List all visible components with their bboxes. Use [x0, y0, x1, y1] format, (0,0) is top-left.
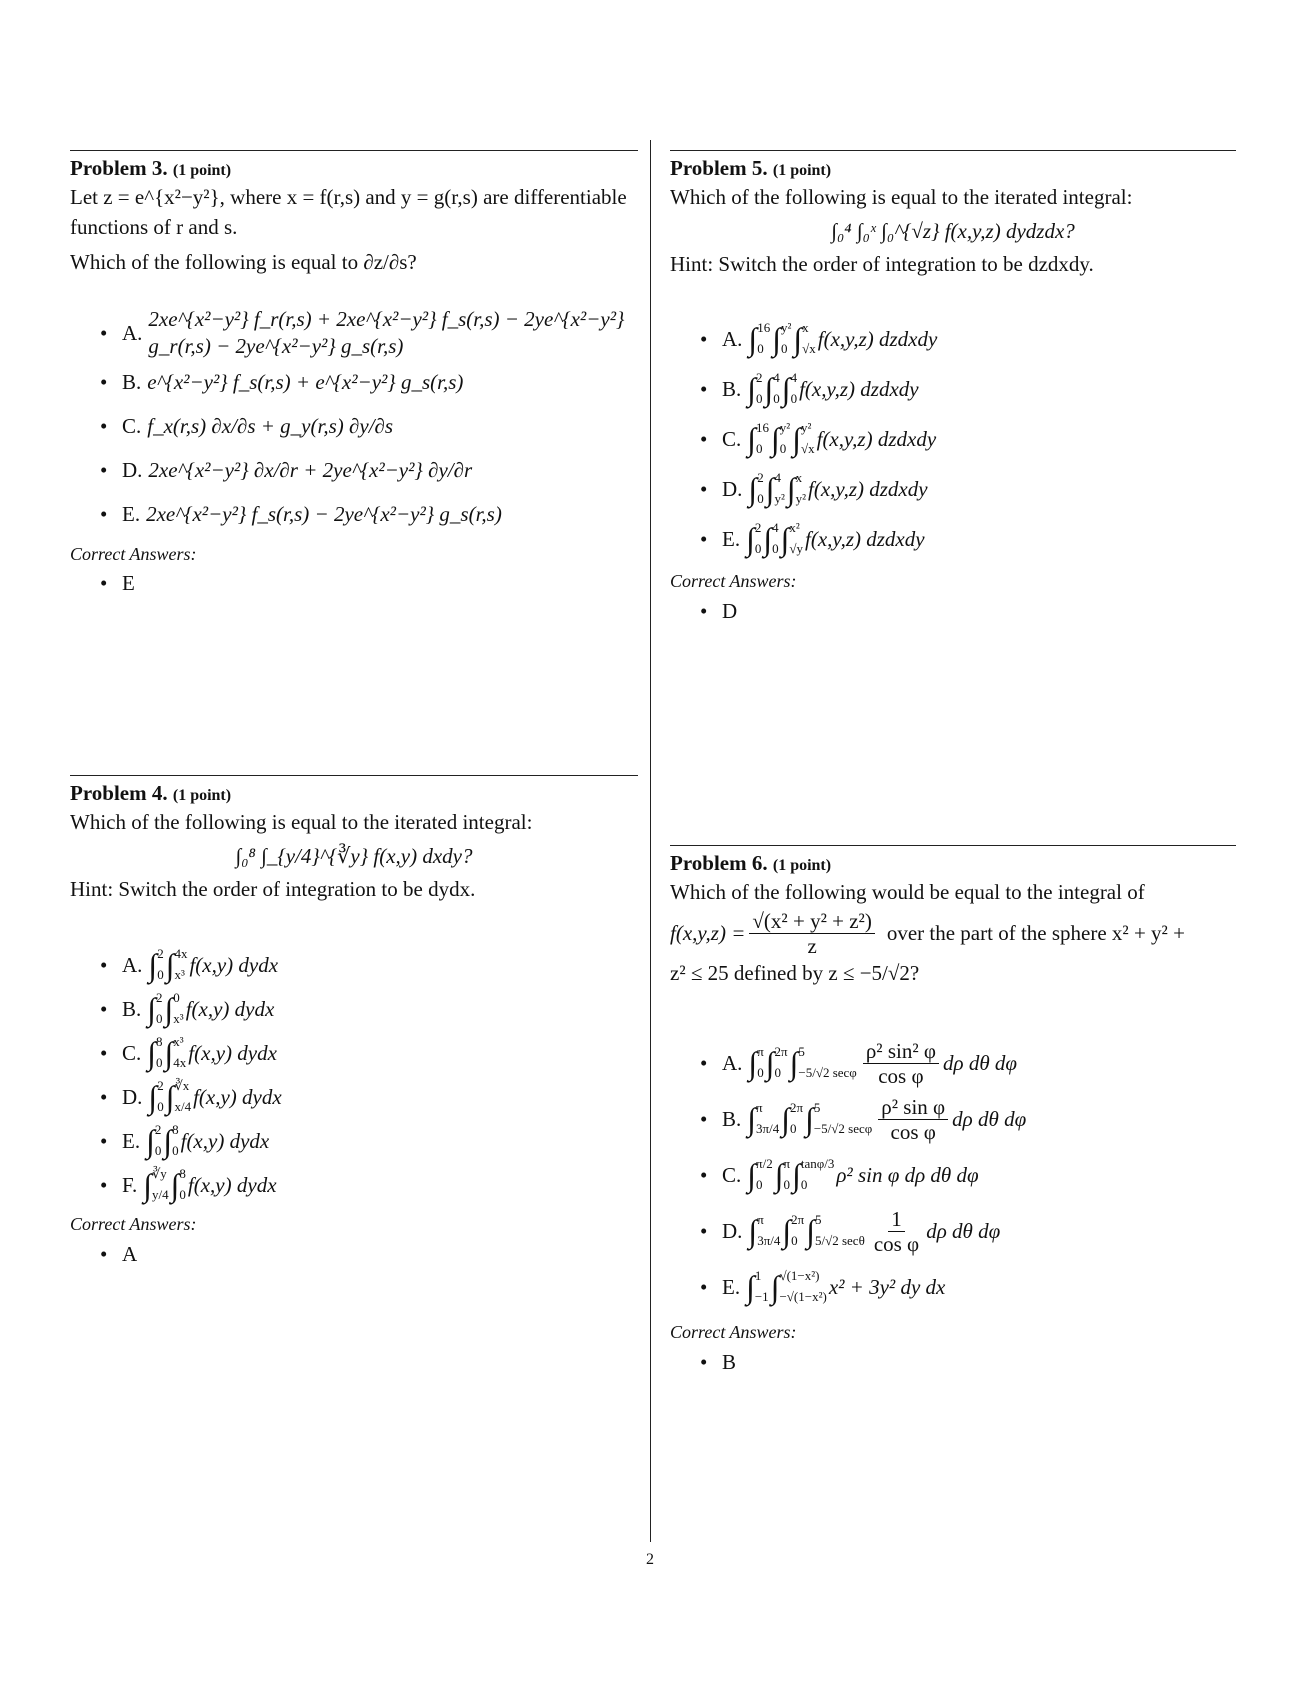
integral-limits — [790, 1100, 803, 1138]
integral-limits — [773, 370, 780, 408]
upper-limit: 5 — [814, 1212, 822, 1228]
integrand: dρ dθ dφ — [926, 1218, 1001, 1243]
integral-limits — [757, 1212, 780, 1250]
fraction-numerator: ρ² sin² φ — [863, 1039, 939, 1064]
choice-d[interactable]: • D. 2xe^{x²−y²} ∂x/∂r + 2ye^{x²−y²} ∂y/∂r — [122, 449, 638, 493]
integral-limits — [802, 320, 816, 358]
integral-limits — [157, 946, 164, 984]
integral-sign: ∫ — [746, 1269, 755, 1306]
integral-limits — [179, 1166, 186, 1204]
upper-limit: tanφ/3 — [800, 1156, 835, 1172]
lower-limit: −1 — [754, 1289, 769, 1305]
upper-limit: 5 — [798, 1044, 805, 1060]
choice-list — [70, 306, 638, 537]
upper-limit: 5 — [813, 1100, 821, 1116]
integral-limits — [756, 420, 769, 458]
integral-sign: ∫ — [747, 1157, 757, 1194]
choice-b[interactable] — [122, 987, 638, 1031]
integral-limits — [757, 320, 770, 358]
upper-limit: 2π — [774, 1044, 788, 1060]
integral-limits — [780, 420, 790, 458]
choice-label: • D. — [122, 1084, 143, 1109]
integrand: f(x,y,z) dzdxdy — [808, 476, 928, 501]
integral-limits — [155, 1122, 162, 1160]
integral-sign: ∫ — [746, 521, 755, 558]
lower-limit: 0 — [773, 391, 780, 407]
choice-label: • B. — [722, 376, 742, 401]
integral-sign: ∫ — [747, 421, 757, 458]
upper-limit: 2 — [154, 1122, 162, 1138]
integral-sign: ∫ — [789, 1045, 799, 1082]
integral-limits — [783, 1156, 790, 1194]
lower-limit: √x — [800, 441, 815, 457]
choice-c[interactable]: • C. f_x(r,s) ∂x/∂s + g_y(r,s) ∂y/∂s — [122, 405, 638, 449]
lower-limit: 4x — [173, 1055, 187, 1071]
problem-title: Problem 6. (1 point) — [670, 851, 832, 875]
integrand: f(x,y,z) dzdxdy — [799, 376, 919, 401]
correct-answers-label: Correct Answers: — [70, 543, 197, 564]
integral-sign: ∫ — [792, 1157, 801, 1194]
lower-limit: 0 — [783, 1177, 790, 1193]
integral-sign: ∫ — [147, 991, 157, 1028]
choice-c[interactable] — [122, 1031, 638, 1075]
upper-limit: π/2 — [756, 1156, 773, 1172]
problem-condition: z² ≤ 25 defined by z ≤ −5/√2? — [670, 960, 920, 985]
choice-d[interactable] — [722, 1203, 1236, 1259]
upper-limit: π — [756, 1100, 763, 1116]
integral-sign: ∫ — [747, 371, 757, 408]
choice-a[interactable] — [122, 943, 638, 987]
choice-label: • C. — [722, 1162, 742, 1187]
choice-label: • A. — [722, 1050, 743, 1075]
lower-limit: 0 — [780, 341, 788, 357]
integrand-fraction — [878, 1095, 948, 1144]
integral-sign: ∫ — [806, 1213, 815, 1250]
integral-sign: ∫ — [170, 1167, 180, 1204]
upper-limit: y² — [780, 320, 792, 336]
integral-limits — [789, 520, 803, 558]
upper-limit: 2 — [156, 990, 163, 1006]
integral-sign: ∫ — [148, 947, 158, 984]
integral-limits — [157, 1078, 164, 1116]
integrand: f(x,y) dydx — [185, 996, 275, 1021]
upper-limit: 2π — [789, 1100, 804, 1116]
choice-e[interactable] — [122, 1119, 638, 1163]
choice-label: • C. — [722, 426, 742, 451]
upper-limit: 2 — [756, 370, 763, 386]
integral-sign: ∫ — [748, 1045, 758, 1082]
lower-limit: 0 — [772, 541, 779, 557]
iterated-integral: ∫₀⁴ ∫₀ˣ ∫₀^{√z} f(x,y,z) dydzdx? — [831, 218, 1075, 243]
choice-b[interactable] — [722, 364, 1236, 414]
lower-limit: y² — [795, 491, 807, 507]
upper-limit: x² — [789, 520, 800, 536]
problem-4 — [70, 775, 638, 1268]
integral-limits — [755, 520, 762, 558]
choice-label: • F. — [122, 1172, 138, 1197]
lower-limit: y/4 — [152, 1187, 169, 1203]
integral-sign: ∫ — [765, 1045, 775, 1082]
choice-b[interactable] — [722, 1091, 1236, 1147]
lower-limit: 0 — [774, 1065, 782, 1081]
fraction-denominator: cos φ — [878, 1063, 924, 1088]
upper-limit: y² — [779, 420, 791, 436]
integral-limits — [779, 1268, 826, 1306]
integral-limits — [791, 370, 798, 408]
upper-limit: y² — [800, 420, 812, 436]
integral-limits — [801, 1156, 835, 1194]
integral-limits — [757, 1044, 764, 1082]
integrand: dρ dθ dφ — [952, 1106, 1027, 1131]
lower-limit: 0 — [156, 1055, 163, 1071]
choice-label: • E. — [122, 1128, 141, 1153]
integral-limits — [172, 1122, 179, 1160]
lower-limit: 0 — [757, 1065, 764, 1081]
correct-answer: • D — [670, 598, 1236, 625]
upper-limit: π — [757, 1044, 764, 1060]
choice-label: • B. — [722, 1106, 742, 1131]
choice-e[interactable]: • E. 2xe^{x²−y²} f_s(r,s) − 2ye^{x²−y²} g_s(r,s) — [122, 493, 638, 537]
problem-question: Which of the following is equal to ∂z/∂s? — [70, 249, 417, 274]
problem-3 — [70, 150, 638, 597]
lower-limit: −5/√2 secφ — [813, 1121, 873, 1137]
choice-b[interactable]: • B. e^{x²−y²} f_s(r,s) + e^{x²−y²} g_s(r,s) — [122, 361, 638, 405]
integral-sign: ∫ — [781, 371, 791, 408]
problem-intro-2: functions of r and s. — [70, 214, 238, 239]
choice-d[interactable] — [722, 464, 1236, 514]
upper-limit: 8 — [179, 1166, 186, 1182]
integral-sign: ∫ — [146, 1123, 155, 1160]
fraction-denominator: cos φ — [873, 1231, 920, 1256]
upper-limit: π — [783, 1156, 791, 1172]
integral-sign: ∫ — [165, 1079, 175, 1116]
problem-hint: Hint: Switch the order of integration to be dzdxdy. — [670, 251, 1094, 276]
lower-limit: y² — [774, 491, 785, 507]
lower-limit: 0 — [757, 491, 764, 507]
integral-sign: ∫ — [792, 421, 801, 458]
upper-limit: 4 — [790, 370, 798, 386]
fraction-numerator: ρ² sin φ — [878, 1095, 948, 1120]
lower-limit: x³ — [173, 1011, 184, 1027]
lower-limit: 0 — [756, 441, 763, 457]
integrand: f(x,y,z) dzdxdy — [816, 426, 937, 451]
upper-limit: 4x — [174, 946, 188, 962]
correct-answer: • E — [70, 570, 638, 597]
choice-label: • A. — [722, 326, 743, 351]
lower-limit: −5/√2 secφ — [798, 1065, 857, 1081]
integral-sign: ∫ — [781, 1101, 790, 1138]
lower-limit: −√(1−x²) — [779, 1289, 827, 1305]
lower-limit: x³ — [174, 967, 185, 983]
upper-limit: √(1−x²) — [779, 1268, 820, 1284]
integral-sign: ∫ — [805, 1101, 814, 1138]
problem-title: Problem 4. (1 point) — [70, 781, 232, 805]
upper-limit: 2 — [157, 1078, 164, 1094]
integral-limits — [772, 520, 779, 558]
integral-limits — [173, 990, 183, 1028]
problem-title: Problem 3. (1 point) — [70, 156, 232, 180]
lower-limit: 0 — [779, 441, 787, 457]
lower-limit: 3π/4 — [757, 1233, 781, 1249]
integrand: x² + 3y² dy dx — [828, 1274, 946, 1299]
integral-limits — [798, 1044, 856, 1082]
upper-limit: 16 — [757, 320, 771, 336]
choice-e[interactable] — [722, 514, 1236, 564]
integral-sign: ∫ — [747, 1101, 757, 1138]
lower-limit: 0 — [157, 1099, 164, 1115]
choice-f[interactable] — [122, 1163, 638, 1207]
upper-limit: 2 — [757, 470, 764, 486]
lower-limit: 0 — [172, 1143, 179, 1159]
lower-limit: 0 — [179, 1187, 186, 1203]
integrand: f(x,y) dydx — [193, 1084, 282, 1109]
integral-sign: ∫ — [148, 1079, 158, 1116]
correct-answers-label: Correct Answers: — [670, 571, 797, 592]
lower-limit: 0 — [754, 541, 762, 557]
integral-limits — [173, 1034, 186, 1072]
choice-a[interactable] — [722, 314, 1236, 364]
integral-limits — [775, 1044, 788, 1082]
problem-6 — [670, 845, 1236, 1376]
integral-limits — [756, 1156, 773, 1194]
integrand: f(x,y) dydx — [180, 1128, 270, 1153]
choice-c[interactable] — [722, 414, 1236, 464]
integral-limits — [174, 1078, 191, 1116]
upper-limit: 8 — [172, 1122, 179, 1138]
lower-limit: 0 — [790, 391, 798, 407]
lower-limit: 0 — [800, 1177, 808, 1193]
problem-function: f(x,y,z) = $\frac{\text{√(x² + y² + z²)}}{z}$ over the part of the sphere x² + y² + — [670, 908, 1185, 958]
choice-list — [670, 1035, 1236, 1315]
lower-limit: 0 — [157, 967, 164, 983]
correct-answers-label: Correct Answers: — [70, 1214, 197, 1235]
upper-limit: x³ — [173, 1034, 184, 1050]
column-divider — [650, 140, 651, 1542]
integrand: f(x,y,z) dzdxdy — [805, 526, 925, 551]
upper-limit: x — [795, 470, 803, 486]
problem-title: Problem 5. (1 point) — [670, 156, 832, 180]
lower-limit: 0 — [757, 341, 764, 357]
lower-limit: 5/√2 secθ — [814, 1233, 865, 1249]
problem-question: Which of the following is equal to the iterated integral: — [70, 810, 533, 835]
choice-list — [70, 943, 638, 1207]
choice-d[interactable] — [122, 1075, 638, 1119]
upper-limit: 2π — [791, 1212, 805, 1228]
integral-sign: ∫ — [764, 371, 774, 408]
upper-limit: 4 — [774, 470, 781, 486]
integral-sign: ∫ — [765, 471, 775, 508]
integral-limits — [774, 470, 784, 508]
lower-limit: √y — [789, 541, 804, 557]
integral-sign: ∫ — [748, 471, 758, 508]
integral-limits — [156, 1034, 163, 1072]
choice-label: • E. — [722, 526, 741, 551]
choice-label: • B. — [122, 996, 142, 1021]
choice-label: • D. — [722, 1218, 743, 1243]
integral-sign: ∫ — [782, 1213, 792, 1250]
integral-limits — [174, 946, 187, 984]
choice-label: • D. — [722, 476, 743, 501]
correct-answer: • B — [670, 1349, 1236, 1376]
integrand: f(x,y,z) dzdxdy — [817, 326, 938, 351]
integral-limits — [755, 1268, 769, 1306]
upper-limit: ∛x — [174, 1078, 190, 1094]
integral-limits — [815, 1212, 865, 1250]
integral-sign: ∫ — [164, 1035, 174, 1072]
iterated-integral: ∫₀⁸ ∫_{y/4}^{∛y} f(x,y) dxdy? — [235, 843, 473, 868]
fraction-numerator: 1 — [888, 1207, 905, 1232]
integral-sign: ∫ — [786, 471, 796, 508]
choice-e[interactable] — [722, 1259, 1236, 1315]
lower-limit: 0 — [756, 391, 763, 407]
lower-limit: 3π/4 — [756, 1121, 780, 1137]
upper-limit: 2 — [157, 946, 164, 962]
lower-limit: 0 — [154, 1143, 162, 1159]
integral-sign: ∫ — [163, 1123, 173, 1160]
integral-limits — [801, 420, 815, 458]
integrand: ρ² sin φ dρ dθ dφ — [836, 1162, 979, 1187]
integral-sign: ∫ — [771, 421, 780, 458]
lower-limit: √x — [802, 341, 816, 357]
integrand: dρ dθ dφ — [943, 1050, 1018, 1075]
integral-limits — [156, 990, 163, 1028]
choice-c[interactable] — [722, 1147, 1236, 1203]
integrand: f(x,y) dydx — [189, 952, 279, 977]
upper-limit: x — [802, 320, 809, 336]
integrand-fraction — [871, 1207, 922, 1256]
integral-sign: ∫ — [748, 321, 758, 358]
upper-limit: 8 — [156, 1034, 163, 1050]
integral-sign: ∫ — [780, 521, 790, 558]
integral-limits — [756, 1100, 779, 1138]
choice-label: • A. — [122, 952, 143, 977]
upper-limit: 2 — [754, 520, 762, 536]
page-number: 2 — [646, 1551, 654, 1568]
problem-5 — [670, 150, 1236, 625]
choice-a[interactable] — [722, 1035, 1236, 1091]
integral-limits — [796, 470, 806, 508]
integral-sign: ∫ — [165, 947, 175, 984]
choice-list — [670, 314, 1236, 564]
choice-a[interactable]: • A. 2xe^{x²−y²} f_r(r,s) + 2xe^{x²−y²} f_s(r,s) − 2ye^{x²−y²} g_r(r,s) − 2ye^{x²−y²} g_s(r,s) — [122, 306, 638, 361]
problem-question: Which of the following would be equal to the integral of — [670, 880, 1145, 905]
integral-sign: ∫ — [763, 521, 773, 558]
upper-limit: 0 — [173, 990, 180, 1006]
integrand: f(x,y) dydx — [187, 1172, 277, 1197]
integral-sign: ∫ — [164, 991, 174, 1028]
lower-limit: x/4 — [174, 1099, 192, 1115]
lower-limit: 0 — [791, 1233, 798, 1249]
integral-sign: ∫ — [770, 1269, 780, 1306]
fraction-denominator: cos φ — [890, 1119, 936, 1144]
choice-label: • C. — [122, 1040, 142, 1065]
integral-sign: ∫ — [774, 1157, 784, 1194]
integrand: f(x,y) dydx — [188, 1040, 277, 1065]
lower-limit: 0 — [756, 1177, 763, 1193]
integral-limits — [152, 1166, 169, 1204]
upper-limit: 16 — [756, 420, 770, 436]
problem-question: Which of the following is equal to the iterated integral: — [670, 185, 1133, 210]
integrand-fraction — [863, 1039, 939, 1088]
problem-intro: Let z = e^{x²−y²}, where x = f(r,s) and y = g(r,s) are differentiable — [70, 185, 627, 210]
integral-limits — [781, 320, 791, 358]
integral-limits — [756, 370, 763, 408]
integral-sign: ∫ — [143, 1167, 153, 1204]
correct-answer: • A — [70, 1241, 638, 1268]
correct-answers-label: Correct Answers: — [670, 1322, 797, 1343]
upper-limit: 1 — [754, 1268, 762, 1284]
lower-limit: 0 — [789, 1121, 797, 1137]
choice-label: • E. — [722, 1274, 741, 1299]
integral-sign: ∫ — [793, 321, 803, 358]
upper-limit: ∛y — [152, 1166, 167, 1182]
lower-limit: 0 — [156, 1011, 163, 1027]
integral-sign: ∫ — [772, 321, 781, 358]
upper-limit: 4 — [773, 370, 780, 386]
integral-limits — [814, 1100, 872, 1138]
integral-limits — [791, 1212, 804, 1250]
problem-hint: Hint: Switch the order of integration to be dydx. — [70, 876, 476, 901]
upper-limit: π — [757, 1212, 764, 1228]
integral-limits — [757, 470, 764, 508]
integral-sign: ∫ — [147, 1035, 157, 1072]
integral-sign: ∫ — [748, 1213, 758, 1250]
upper-limit: 4 — [772, 520, 779, 536]
